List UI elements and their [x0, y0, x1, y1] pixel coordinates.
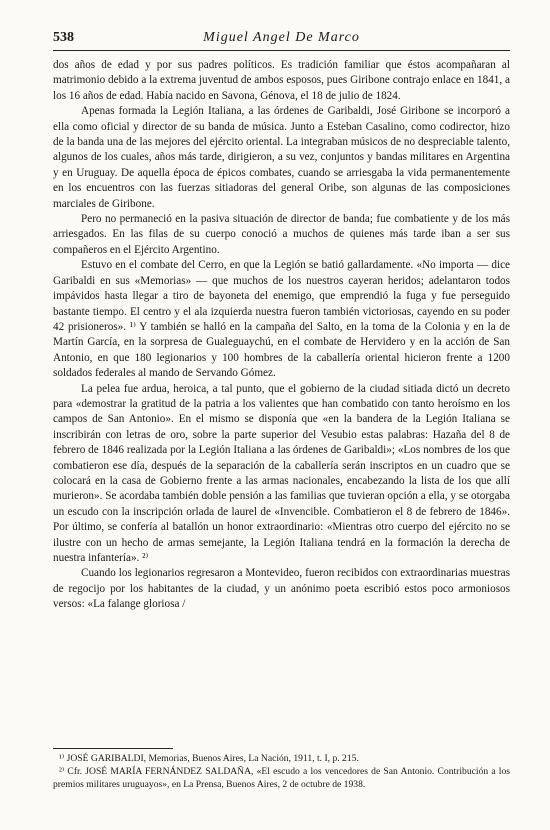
footnotes [53, 752, 510, 792]
paragraph: Pero no permaneció en la pasiva situación de director de banda; fue combatiente y de los más arriesgados. En las filas de su cuerpo conoció a muchos de quienes más tarde iban a ser sus compañeros en el Ejército Argentino. [53, 213, 510, 256]
footnote: ²⁾ Cfr. JOSÉ MARÍA FERNÁNDEZ SALDAÑA, «El escudo a los vencedores de San Antonio. Contribución a los premios militares uruguayos», en La Prensa, Buenos Aires, 2 de octubre de 1938. [53, 766, 510, 791]
footnote: ¹⁾ JOSÉ GARIBALDI, Memorias, Buenos Aires, La Nación, 1911, t. I, p. 215. [59, 753, 359, 764]
page-number: 538 [53, 30, 74, 45]
page-header [53, 30, 510, 51]
running-title: Miguel Angel De Marco [203, 30, 360, 45]
paragraph: Estuvo en el combate del Cerro, en que la Legión se batió gallardamente. «No importa — dice Garibaldi en sus «Memorias» — que muchos de los nuestros cayeran heridos; adelantaron todos impávidos hasta llegar a tiro de bayoneta del enemigo, que emprendió la fuga y fue perseguido bastante tiempo. El centro y el ala izquierda nuestra fueron también victoriosas, cayendo en su poder 42 prisioneros». ¹⁾ Y también se halló en la campaña del Salto, en la toma de la Colonia y en la de Martín García, en la sorpresa de Gualeguaychú, en el combate de Hervidero y en la acción de San Antonio, en que 180 legionarios y 100 hombres de la caballería oriental hicieron frente a 1200 soldados federales al mando de Servando Gómez. [53, 259, 510, 380]
body-text [53, 58, 510, 613]
paragraph: dos años de edad y por sus padres políticos. Es tradición familiar que éstos acompañaran al matrimonio debido a la extrema juventud de ambos esposos, pues Giribone contrajo enlace en 1841, a los 16 años de edad. Había nacido en Savona, Génova, el 18 de julio de 1824. [53, 59, 510, 102]
paragraph: La pelea fue ardua, heroica, a tal punto, que el gobierno de la ciudad sitiada dictó un decreto para «demostrar la gratitud de la patria a los valientes que han combatido con tanto heroísmo en los campos de San Antonio». En el mismo se disponía que «en la bandera de la Legión Italiana se inscribirán con letras de oro, sobre la parte superior del Vesubio estas palabras: Hazaña del 8 de febrero de 1846 realizada por la Legión Italiana a las órdenes de Garibaldi»; «Los nombres de los que combatieron ese día, después de la separación de la caballería serán inscriptos en un cuadro que se colocará en la casa de Gobierno frente a las armas nacionales, encabezando la lista de los que allí murieron». Se acordaba también doble pensión a las familias que tuvieran opción a ella, y se otorgaba un escudo con la inscripción orlada de laurel de «Invencible. Combatieron el 8 de febrero de 1846». Por último, se confería al batallón un honor extraordinario: «Mientras otro cuerpo del ejército no se ilustre con un hecho de armas semejante, la Legión Italiana tendrá en la formación la derecha de nuestra infantería». ²⁾ [53, 382, 510, 564]
paragraph: Cuando los legionarios regresaron a Montevideo, fueron recibidos con extraordinarias muestras de regocijo por los habitantes de la ciudad, y un anónimo poeta escribió estos poco armoniosos versos: «La falange gloriosa / [53, 567, 510, 611]
paragraph: Apenas formada la Legión Italiana, a las órdenes de Garibaldi, José Giribone se incorporó a ella como oficial y director de su banda de música. Junto a Esteban Casalino, como codirector, hizo de la banda una de las mejores del ejército oriental. La integraban músicos de no despreciable talento, algunos de los cuales, años más tarde, dirigieron, a su vez, conjuntos y bandas militares en Argentina y en Uruguay. De aquella época de épicos combates, cuando se arriesgaba la vida permanentemente en los encuentros con las fuerzas sitiadoras del general Oribe, son algunas de las composiciones marciales de Giribone. [53, 105, 510, 210]
footnote-divider [53, 748, 173, 749]
